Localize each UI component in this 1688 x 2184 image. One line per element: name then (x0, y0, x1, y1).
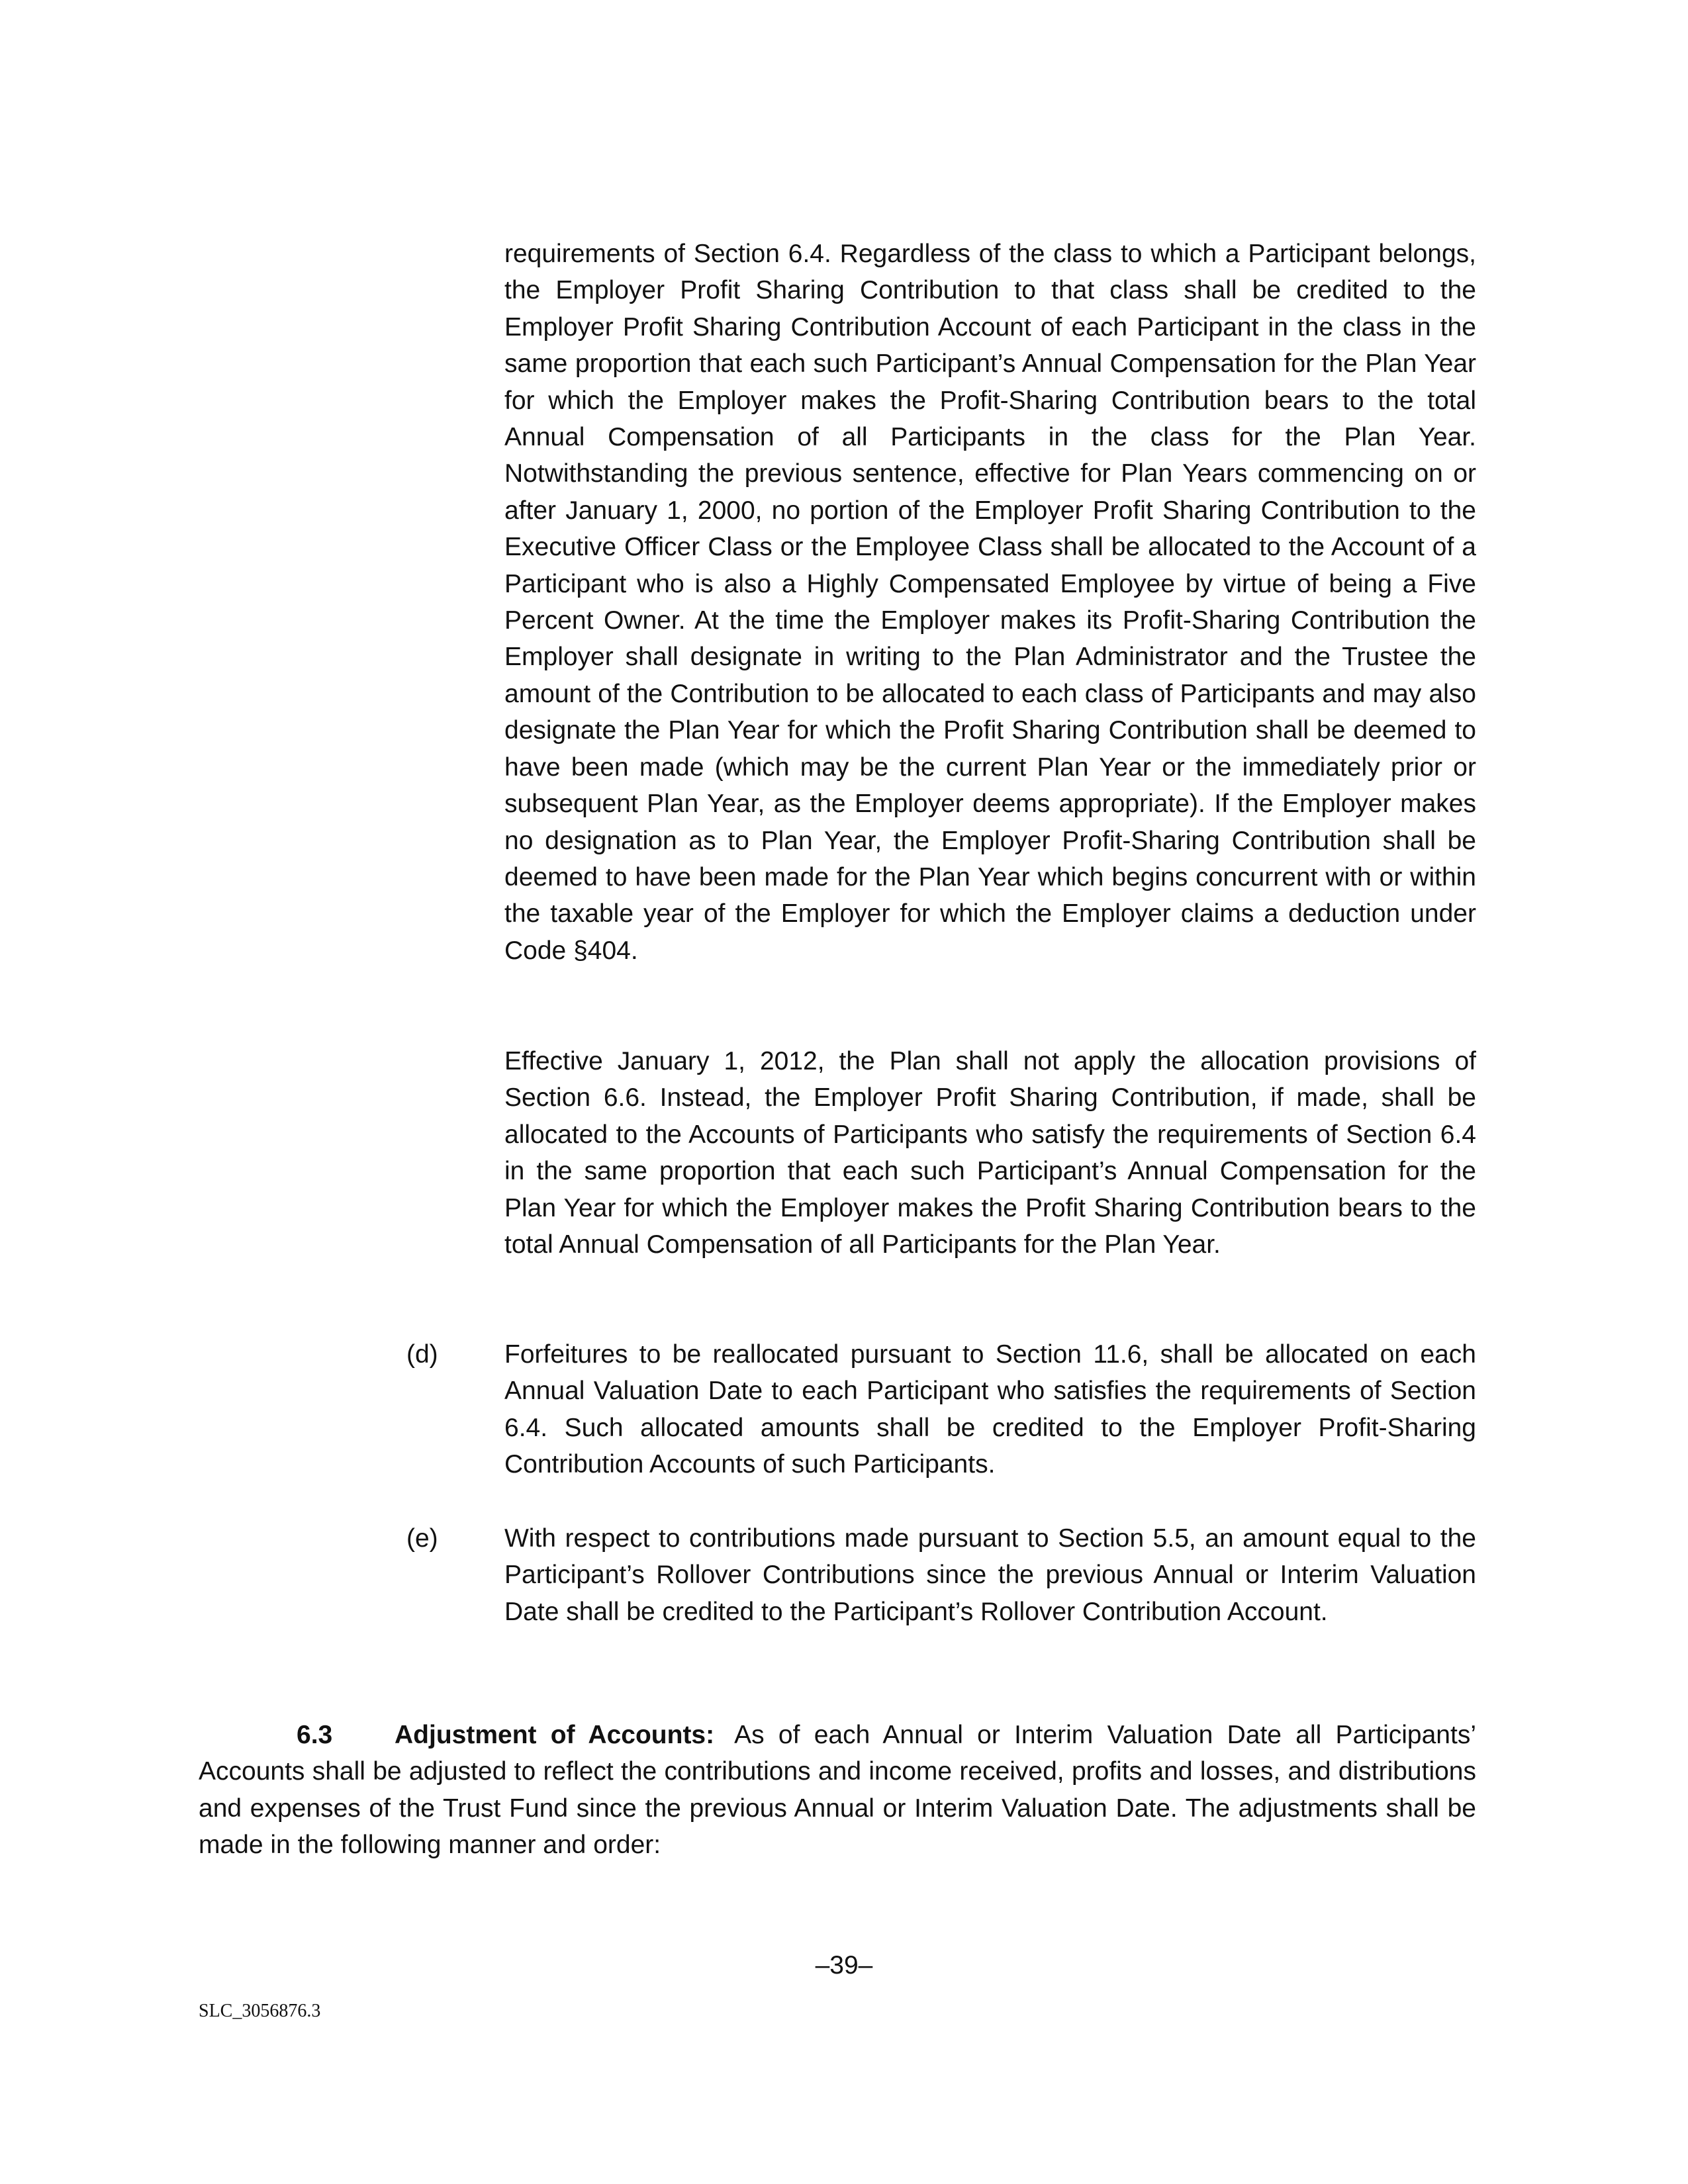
item-e-label: (e) (406, 1524, 438, 1553)
document-id: SLC_3056876.3 (199, 2001, 321, 2021)
paragraph-effective-2012: Effective January 1, 2012, the Plan shall not apply the allocation provisions of Section 6.6. Instead, the Employer Profit Sharing Contribution, if made, shall be allocated to the Accounts of Participants who satisfy the requirements of Section 6.4 in the same proportion that each such Participant’s Annual Compensation for the Plan Year for which the Employer makes the Profit Sharing Contribution bears to the total Annual Compensation of all Participants for the Plan Year. (504, 1047, 1476, 1259)
item-e-text: With respect to contributions made pursuant to Section 5.5, an amount equal to the Participant’s Rollover Contributions since the previous Annual or Interim Valuation Date shall be credited to the Participant’s Rollover Contribution Account. (504, 1524, 1476, 1626)
item-d-text: Forfeitures to be reallocated pursuant to Section 11.6, shall be allocated on each Annual Valuation Date to each Participant who satisfies the requirements of Section 6.4. Such allocated amounts shall be credited to the Employer Profit-Sharing Contribution Accounts of such Participants. (504, 1340, 1476, 1479)
section-6-3 (199, 1717, 1476, 1864)
section-6-3-text: As of each Annual or Interim Valuation Date all Participants’ Accounts shall be adjusted to reflect the contributions and income received, profits and losses, and distributions and expenses of the Trust Fund since the previous Annual or Interim Valuation Date. The adjustments shall be made in the following manner and order: (199, 1721, 1476, 1860)
item-d-label: (d) (406, 1340, 438, 1369)
page-number: –39– (815, 1951, 873, 1979)
section-6-3-title: Adjustment of Accounts: (395, 1721, 715, 1749)
section-6-3-number: 6.3 (297, 1721, 333, 1749)
paragraph-allocation-continuation: requirements of Section 6.4. Regardless of the class to which a Participant belongs, the Employer Profit Sharing Contribution to that class shall be credited to the Employer Profit Sharing Contribution Account of each Participant in the class in the same proportion that each such Participant’s Annual Compensation for the Plan Year for which the Employer makes the Profit-Sharing Contribution bears to the total Annual Compensation of all Participants in the class for the Plan Year. Notwithstanding the previous sentence, effective for Plan Years commencing on or after January 1, 2000, no portion of the Employer Profit Sharing Contribution to the Executive Officer Class or the Employee Class shall be allocated to the Account of a Participant who is also a Highly Compensated Employee by virtue of being a Five Percent Owner. At the time the Employer makes its Profit-Sharing Contribution the Employer shall designate in writing to the Plan Administrator and the Trustee the amount of the Contribution to be allocated to each class of Participants and may also designate the Plan Year for which the Profit Sharing Contribution shall be deemed to have been made (which may be the current Plan Year or the immediately prior or subsequent Plan Year, as the Employer deems appropriate). If the Employer makes no designation as to Plan Year, the Employer Profit-Sharing Contribution shall be deemed to have been made for the Plan Year which begins concurrent with or within the taxable year of the Employer for which the Employer claims a deduction under Code §404. (504, 240, 1476, 965)
